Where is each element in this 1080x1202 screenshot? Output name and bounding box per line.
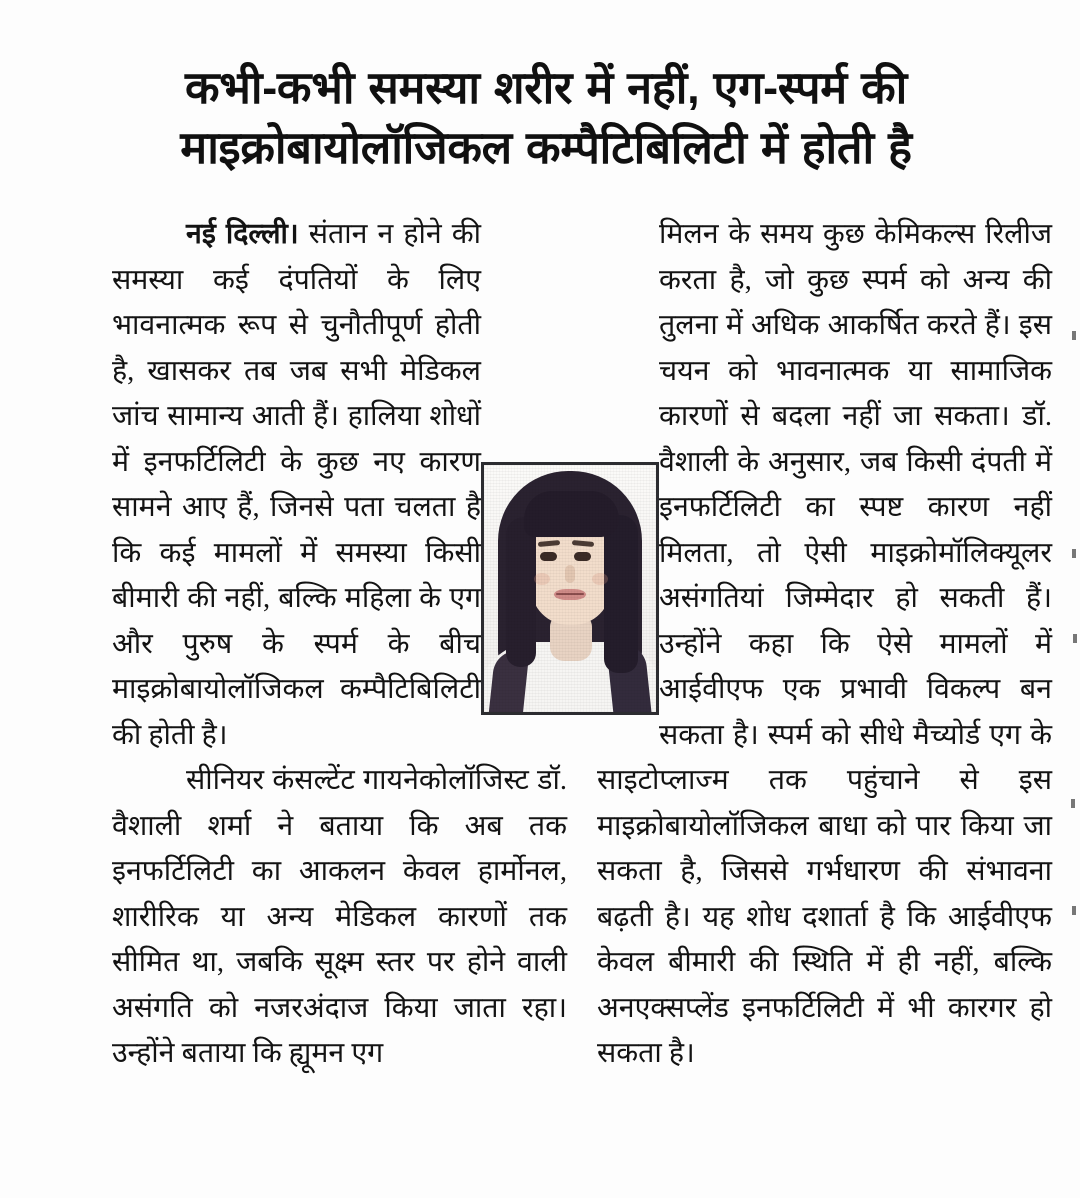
eye-right: [574, 552, 591, 561]
paragraph-right-1-text: मिलन के समय कुछ केमिकल्स रिलीज करता है, जो कुछ स्पर्म को अन्य की तुलना में अधिक आकर्षित करते हैं। इस चयन को भावनात्मक या सामाजिक कारणों से बदला नहीं जा सकता। डॉ. वैशाली के अनुसार, जब किसी दंपती में इनफर्टिलिटी का स्पष्ट कारण नहीं मिलता, तो ऐसी माइक्रोमॉलिक्यूलर असंगतियां जिम्मेदार हो सकती हैं। उन्होंने कहा कि ऐसे मामलों में आईवीएफ एक प्रभावी विकल्प बन सकता है। स्पर्म को सीधे मैच्योर्ड एग के साइटोप्लाज्म तक पहुंचाने से इस माइक्रोबायोलॉजिकल बाधा को पार किया जा सकता है, जिससे गर्भधारण की संभावना बढ़ती है। यह शोध दशार्ता है कि आईवीएफ केवल बीमारी की स्थिति में ही नहीं, बल्कि अनएक्सप्लेंड इनफर्टिलिटी में भी कारगर हो सकता है।: [597, 219, 1052, 1069]
scan-speck: [1071, 799, 1075, 808]
nose-shape: [565, 565, 575, 583]
hair-strand-right: [604, 515, 638, 673]
body-column-right: [597, 212, 1052, 1077]
scan-speck: [1072, 906, 1076, 915]
headline-line-2: माइक्रोबायोलॉजिकल कम्पैटिबिलिटी में होती है: [180, 121, 912, 173]
scan-speck: [1073, 634, 1077, 643]
doctor-portrait-photo: [481, 462, 659, 715]
lips-shape: [554, 589, 586, 600]
portrait-illustration: [484, 465, 656, 712]
dateline: नई दिल्ली।: [186, 219, 299, 250]
article-body: [0, 212, 1080, 1202]
paragraph-left-1-text: संतान न होने की समस्या कई दंपतियों के लिए भावनात्मक रूप से चुनौतीपूर्ण होती है, खासकर तब जब सभी मेडिकल जांच सामान्य आती हैं। हालिया शोधों में इनफर्टिलिटी के कुछ नए कारण सामने आए हैं, जिनसे पता चलता है कि कई मामलों में समस्या किसी बीमारी की नहीं, बल्कि महिला के एग और पुरुष के स्पर्म के बीच माइक्रोबायोलॉजिकल कम्पैटिबिलिटी की होती है।: [112, 219, 482, 751]
scan-speck: [1072, 549, 1076, 558]
cheek-left: [534, 573, 550, 585]
hair-fringe-shape: [524, 491, 619, 537]
headline-line-1: कभी-कभी समस्या शरीर में नहीं, एग-स्पर्म की: [185, 62, 907, 114]
cheek-right: [592, 573, 608, 585]
article-headline: [96, 58, 996, 177]
paragraph-right-1: [597, 212, 1052, 1077]
scan-speck: [1072, 331, 1076, 340]
paragraph-left-2: सीनियर कंसल्टेंट गायनेकोलॉजिस्ट डॉ. वैशाली शर्मा ने बताया कि अब तक इनफर्टिलिटी का आकलन केवल हार्मोनल, शारीरिक या अन्य मेडिकल कारणों तक सीमित था, जबकि सूक्ष्म स्तर पर होने वाली असंगति को नजरअंदाज किया जाता रहा। उन्होंने बताया कि ह्यूमन एग: [112, 765, 567, 1069]
hair-strand-left: [506, 517, 536, 667]
eye-left: [540, 552, 557, 561]
